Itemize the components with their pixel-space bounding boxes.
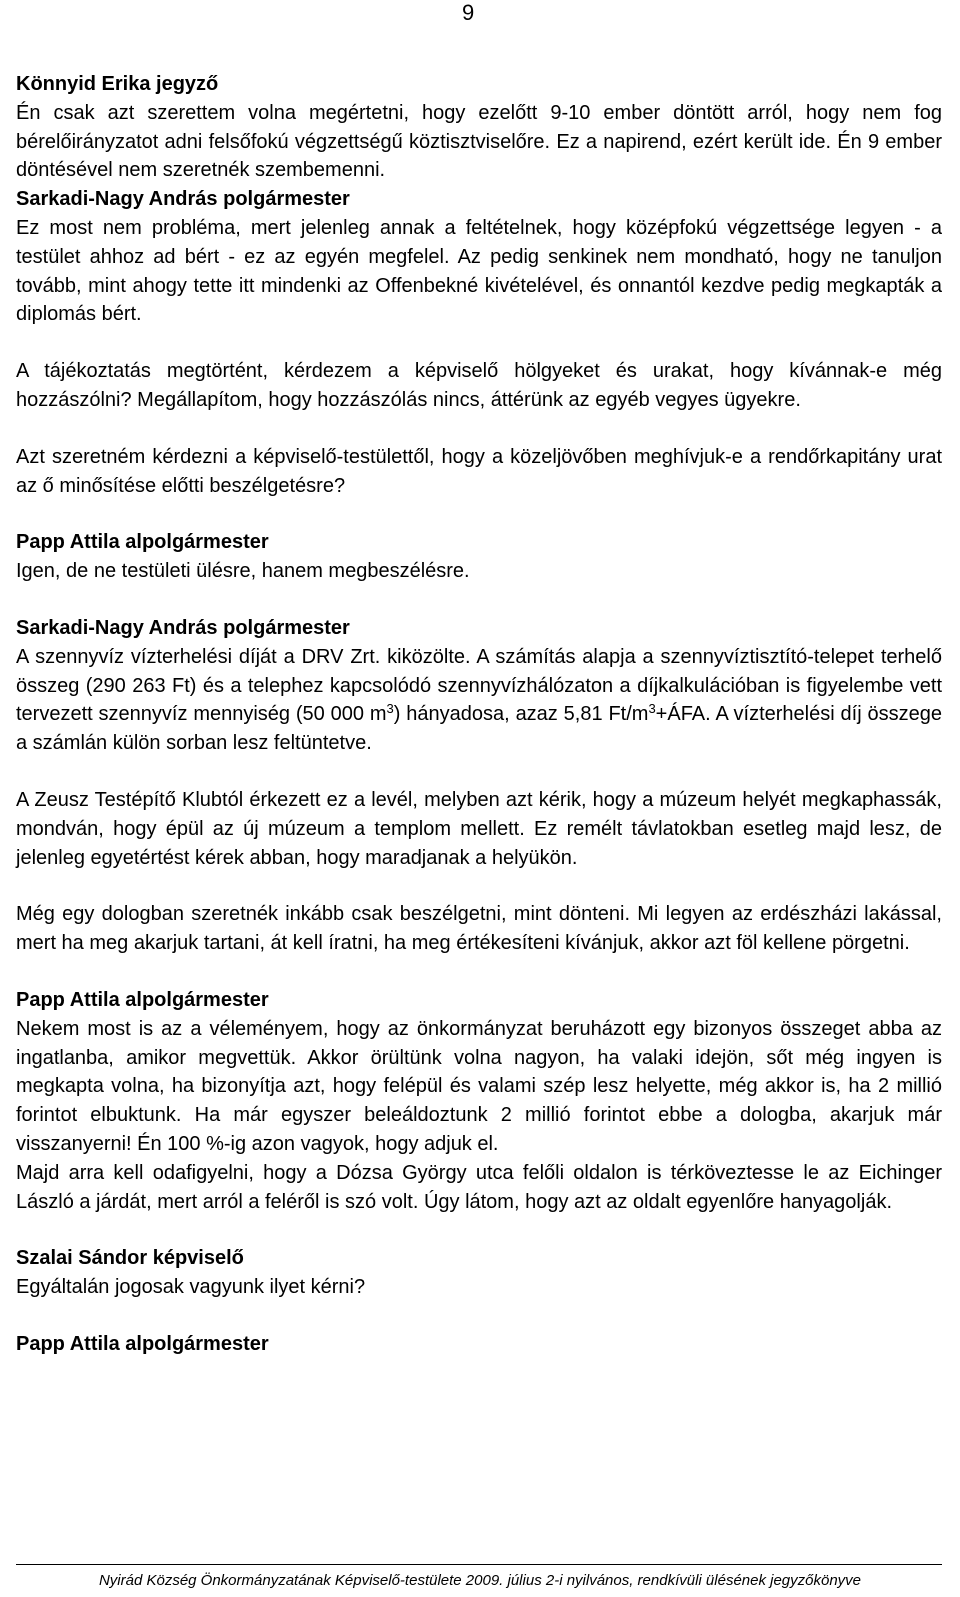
- speech-block-2-paragraph-3: [16, 443, 942, 501]
- speech-text-part: A szennyvíz vízterhelési díját a DRV Zrt. kiközölte. A számítás alapja a szennyvíztisztító-telepet terhelő összeg (290 263 Ft) és a telephez kapcsolódó szennyvízhálózaton a díjkalkulációban is figyelembe vett tervezett szennyvíz mennyiség (50 000 m: [16, 645, 942, 726]
- speaker-name: Sarkadi-Nagy András polgármester: [16, 616, 350, 639]
- speech-text: Én csak azt szerettem volna megértetni, hogy ezelőtt 9-10 ember döntött arról, hogy nem fog bérelőirányzatot adni felsőfokú végzettségű köztisztviselőre. Ez a napirend, ezért került ide. Én 9 ember döntésével nem szeretnék szembemenni.: [16, 101, 942, 182]
- speech-text: A Zeusz Testépítő Klubtól érkezett ez a levél, melyben azt kérik, hogy a múzeum helyét megkaphassák, mondván, hogy épül az új múzeum a templom mellett. Ez remélt távlatokban esetleg majd lesz, de jelenleg egyetértést kérek abban, hogy maradjanak a helyükön.: [16, 788, 942, 869]
- speaker-name: Szalai Sándor képviselő: [16, 1247, 244, 1270]
- speech-text: A tájékoztatás megtörtént, kérdezem a képviselő hölgyeket és urakat, hogy kívánnak-e még hozzászólni? Megállapítom, hogy hozzászólás nincs, áttérünk az egyéb vegyes ügyekre.: [16, 360, 942, 411]
- speaker-name: Könnyid Erika jegyző: [16, 73, 219, 95]
- speech-block-4-paragraph-2: [16, 786, 942, 872]
- speech-text: Azt szeretném kérdezni a képviselő-testülettől, hogy a közeljövőben meghívjuk-e a rendőrkapitány urat az ő minősítése előtti beszélgetésre?: [16, 445, 942, 497]
- footer-divider: [16, 1564, 942, 1565]
- document-body: [16, 70, 942, 1387]
- speech-text-part: ) hányadosa, azaz 5,81 Ft/m: [393, 703, 649, 726]
- speech-block-2: [16, 185, 942, 329]
- speech-block-4-paragraph-3: [16, 900, 942, 958]
- speech-text-part: +ÁFA. A vízterhelési díj összege a számlán külön sorban lesz feltüntetve.: [16, 703, 943, 755]
- page-number: 9: [462, 0, 475, 25]
- speech-block-5: [16, 986, 942, 1216]
- superscript: 3: [648, 701, 656, 717]
- page-footer: Nyirád Község Önkormányzatának Képviselő-testülete 2009. július 2-i nyilvános, rendkívüli ülésének jegyzőkönyve: [98, 1572, 862, 1589]
- speech-block-2-paragraph-2: [16, 357, 942, 415]
- speaker-name: Papp Attila alpolgármester: [16, 1332, 269, 1355]
- speaker-name: Papp Attila alpolgármester: [16, 531, 269, 554]
- speech-text: Egyáltalán jogosak vagyunk ilyet kérni?: [16, 1276, 366, 1299]
- speech-text: Nekem most is az a véleményem, hogy az önkormányzat beruházott egy bizonyos összeget abba az ingatlanba, amikor megvettük. Akkor örültünk volna nagyon, ha valaki idejön, sőt még ingyen is megkapta volna, ha bizonyítja azt, hogy felépül és valami szép lesz helyette, még akkor is, ha 2 millió forintot elbuktunk. Ha már egyszer beleáldoztunk 2 millió forintot ebbe a dologba, akarjuk már visszanyerni! Én 100 %-ig azon vagyok, hogy adjuk el.: [16, 1017, 942, 1155]
- speaker-name: Papp Attila alpolgármester: [16, 988, 269, 1011]
- speech-block-6: [16, 1244, 942, 1302]
- speech-text: Ez most nem probléma, mert jelenleg annak a feltételnek, hogy középfokú végzettsége legyen - a testület ahhoz ad bért - ez az egyén megfelel. Az pedig senkinek nem mondható, hogy ne tanuljon tovább, mint ahogy tette itt mindenki az Offenbekné kivételével, és onnantól kezdve pedig megkapták a diplomás bért.: [16, 216, 942, 326]
- speech-block-7: [16, 1330, 942, 1359]
- speech-text: Majd arra kell odafigyelni, hogy a Dózsa György utca felőli oldalon is térköveztesse le az Eichinger László a járdát, mert arról a feléről is szó volt. Úgy látom, hogy azt az oldalt egyenlőre hanyagolják.: [16, 1161, 942, 1213]
- speech-block-1: [16, 70, 942, 185]
- speech-block-3: [16, 528, 942, 586]
- speech-text: Még egy dologban szeretnék inkább csak beszélgetni, mint dönteni. Mi legyen az erdészházi lakással, mert ha meg akarjuk tartani, át kell íratni, ha meg értékesíteni kívánjuk, akkor azt föl kellene pörgetni.: [16, 903, 942, 955]
- speech-text: Igen, de ne testületi ülésre, hanem megbeszélésre.: [16, 560, 470, 583]
- speaker-name: Sarkadi-Nagy András polgármester: [16, 188, 350, 211]
- speech-text-with-units: [16, 643, 942, 758]
- speech-block-4: [16, 614, 942, 758]
- superscript: 3: [386, 701, 394, 717]
